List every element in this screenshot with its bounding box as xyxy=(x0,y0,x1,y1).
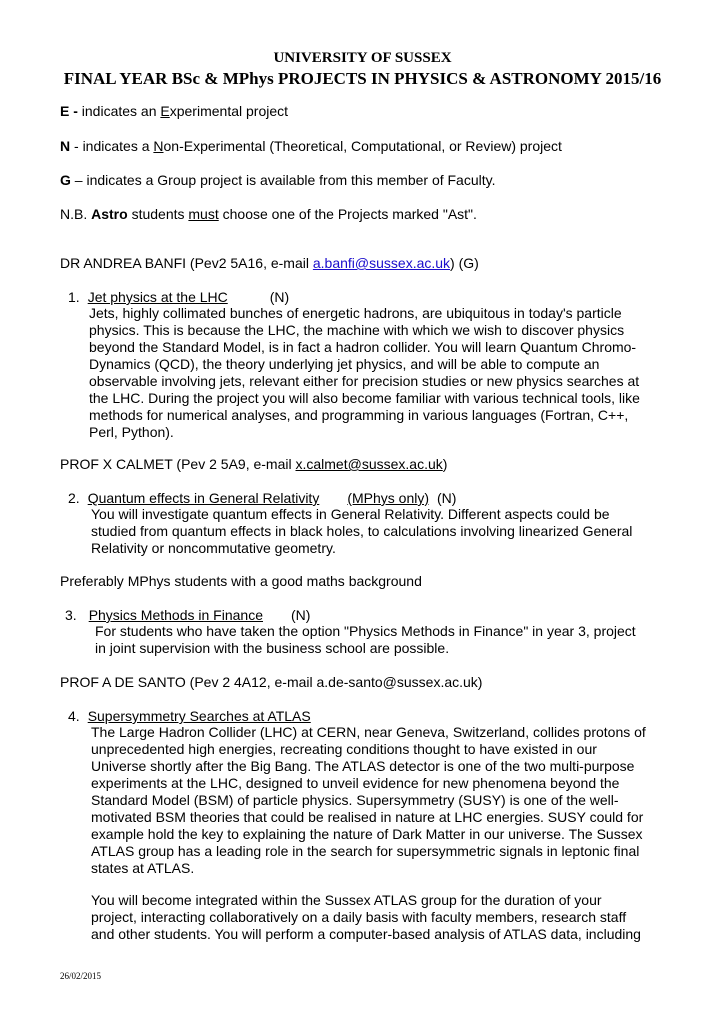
project-1-description: Jets, highly collimated bunches of energetic hadrons, are ubiquitous in today's particle physics. This is because the LHC, the machine with which we wish to discover physics beyond the Standard Model, is in fact a hadron collider. You will learn Quantum Chromo- Dynamics (QCD), the theory underlying jet physics, and will be able to compute an observable involving jets, relevant either for precision studies or new physics searches at the LHC. During the project you will also become familiar with various technical tools, like methods for numerical analyses, and programming in various languages (Fortran, C++, Perl, Python). xyxy=(89,305,640,440)
supervisor-banfi: DR ANDREA BANFI (Pev2 5A16, e-mail a.banfi@sussex.ac.uk) (G) xyxy=(60,255,479,271)
email-link-calmet[interactable]: x.calmet@sussex.ac.uk xyxy=(295,456,443,472)
project-4-description-continued: You will become integrated within the Sussex ATLAS group for the duration of your project, interacting collaboratively on a daily basis with faculty members, research staff and other students. You will perform a computer-based analysis of ATLAS data, including xyxy=(91,892,641,942)
project-3-heading: 3. Physics Methods in Finance (N) xyxy=(65,607,311,623)
legend-experimental: E - indicates an Experimental project xyxy=(60,103,289,119)
email-link-banfi[interactable]: a.banfi@sussex.ac.uk xyxy=(312,255,451,271)
project-2-description: You will investigate quantum effects in General Relativity. Different aspects could be studied from quantum effects in black holes, to calculations involving linearized General Relativity or noncommutative geometry. xyxy=(91,506,633,556)
supervisor-calmet: PROF X CALMET (Pev 2 5A9, e-mail x.calmet@sussex.ac.uk) xyxy=(60,456,448,472)
project-3-title: Physics Methods in Finance xyxy=(88,607,263,623)
project-2-heading: 2. Quantum effects in General Relativity (MPhys only) (N) xyxy=(68,490,457,506)
legend-note: N.B. Astro students must choose one of the Projects marked "Ast". xyxy=(60,206,477,222)
project-3-description: For students who have taken the option "Physics Methods in Finance" in year 3, project in joint supervision with the business school are possible. xyxy=(95,623,636,656)
project-1-heading: 1. Jet physics at the LHC (N) xyxy=(68,289,290,305)
project-4-heading: 4. Supersymmetry Searches at ATLAS xyxy=(68,708,311,724)
project-4-title: Supersymmetry Searches at ATLAS xyxy=(87,708,311,724)
university-heading: UNIVERSITY OF SUSSEX xyxy=(273,50,452,66)
project-4-description: The Large Hadron Collider (LHC) at CERN, near Geneva, Switzerland, collides protons of unprecedented high energies, recreating conditions thought to have existed in our Universe shortly after the Big Bang. The ATLAS detector is one of the two multi-purpose experiments at the LHC, designed to unveil evidence for new phenomena beyond the Standard Model (BSM) of particle physics. Supersymmetry (SUSY) is one of the well- motivated BSM theories that could be realised in nature at LHC energies. SUSY could for example hold the key to explaining the nature of Dark Matter in our universe. The Sussex ATLAS group has a leading role in the search for supersymmetric signals in leptonic final states at ATLAS. xyxy=(91,724,646,876)
project-1-title: Jet physics at the LHC xyxy=(87,289,228,305)
page-title: FINAL YEAR BSc & MPhys PROJECTS IN PHYSICS & ASTRONOMY 2015/16 xyxy=(63,69,662,88)
page-footer-date: 26/02/2015 xyxy=(60,971,102,981)
legend-non-experimental: N - indicates a Non-Experimental (Theoretical, Computational, or Review) project xyxy=(60,138,562,154)
legend-group: G – indicates a Group project is available from this member of Faculty. xyxy=(60,172,496,188)
mphys-note: Preferably MPhys students with a good maths background xyxy=(60,573,422,589)
project-2-title: Quantum effects in General Relativity xyxy=(87,490,320,506)
supervisor-de-santo: PROF A DE SANTO (Pev 2 4A12, e-mail a.de-santo@sussex.ac.uk) xyxy=(60,674,483,690)
